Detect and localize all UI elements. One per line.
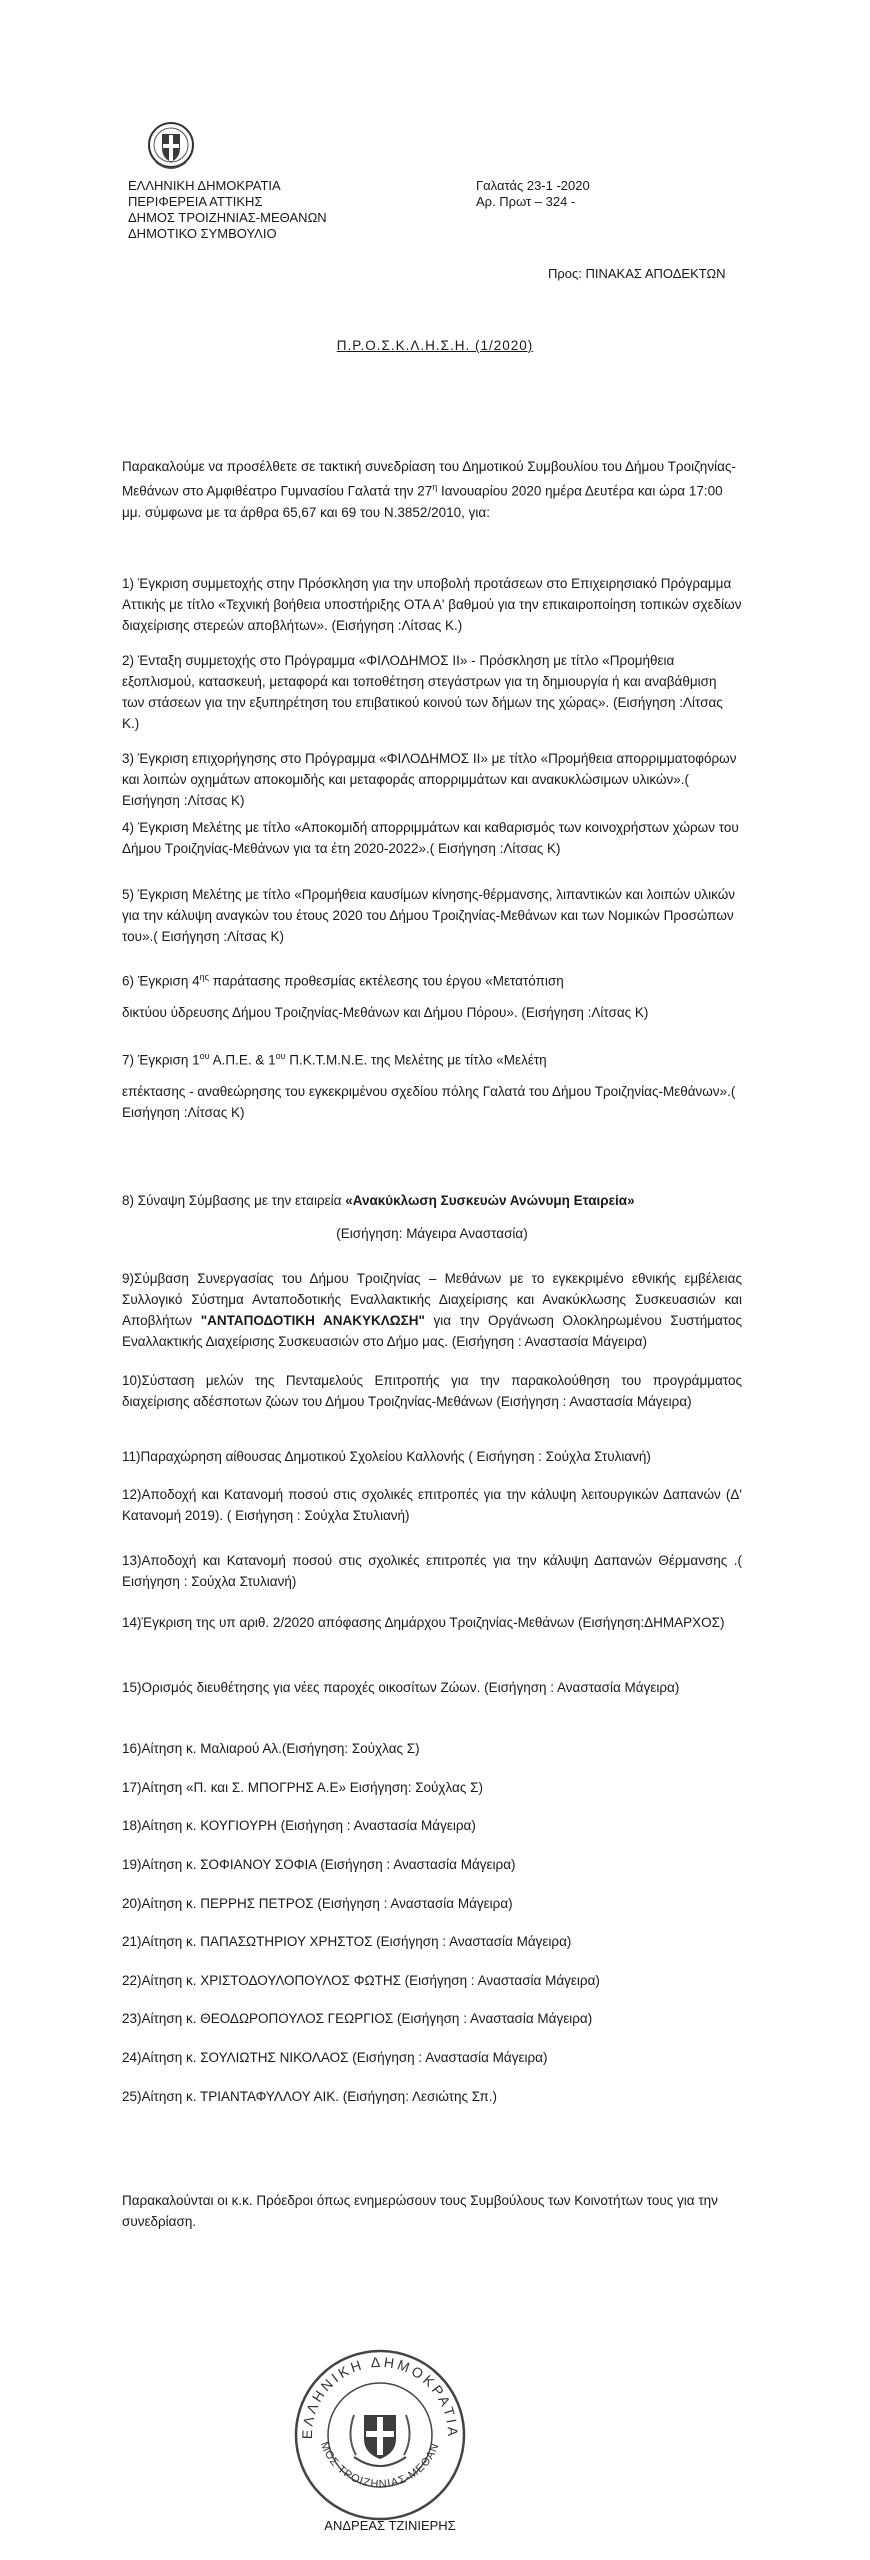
agenda-item-5: 5) Έγκριση Μελέτης με τίτλο «Προμήθεια καυσίμων κίνησης-θέρμανσης, λιπαντικών και λοιπών υλικών για την κάλυψη αναγκών του έτους 2020 του Δήμου Τροιζηνίας-Μεθάνων και των Νομικών Προσώπων του».( Εισήγηση :Λίτσας Κ): [122, 887, 735, 944]
agenda-item-7-line-2: επέκτασης - αναθεώρησης του εγκεκριμένου σχεδίου πόλης Γαλατά του Δήμου Τροιζηνίας-Μεθάνων».( Εισήγηση :Λίτσας Κ): [122, 1083, 736, 1120]
closing-paragraph: Παρακαλούνται οι κ.κ. Πρόεδροι όπως ενημερώσουν τους Συμβούλους των Κοινοτήτων τους για την συνεδρίαση.: [122, 2193, 718, 2229]
agenda-item-8-speaker: (Εισήγηση: Μάγειρα Αναστασία): [336, 1226, 528, 1241]
recipients-line: Προς: ΠΙΝΑΚΑΣ ΑΠΟΔΕΚΤΩΝ: [548, 266, 726, 281]
agenda-item-7: [122, 1046, 742, 1123]
issuer-line: ΔΗΜΟΣ ΤΡΟΙΖΗΝΙΑΣ-ΜΕΘΑΝΩΝ: [128, 210, 327, 225]
document-title: Π.Ρ.Ο.Σ.Κ.Λ.Η.Σ.Η. (1/2020): [336, 338, 534, 353]
agenda-item-6-line-2: δικτύου ύδρευσης Δήμου Τροιζηνίας-Μεθάνων και Δήμου Πόρου». (Εισήγηση :Λίτσας Κ): [122, 1004, 649, 1020]
intro-paragraph: Παρακαλούμε να προσέλθετε σε τακτική συνεδρίαση του Δημοτικού Συμβουλίου του Δήμου Τροιζηνίας-Μεθάνων στο Αμφιθέατρο Γυμνασίου Γαλατά την $27^\eta$ Ιανουαρίου 2020 ημέρα Δευτέρα και ώρα 17:00 μμ. σύμφωνα με τα άρθρα 65,67 και 69 του Ν.3852/2010, για:: [122, 459, 736, 520]
agenda-item-24: 24)Αίτηση κ. ΣΟΥΛΙΩΤΗΣ ΝΙΚΟΛΑΟΣ (Εισήγηση : Αναστασία Μάγειρα): [122, 2050, 548, 2065]
agenda-item-9: [122, 1268, 742, 1352]
seal-ring-bottom: ΜΟΣ ΤΡΟΙΖΗΝΙΑΣ-ΜΕΘΑΝ: [317, 2440, 442, 2491]
seal-emblem-icon: [350, 2415, 409, 2466]
agenda-item-14: 14)Έγκριση της υπ αριθ. 2/2020 απόφασης Δημάρχου Τροιζηνίας-Μεθάνων (Εισήγηση:ΔΗΜΑΡΧΟΣ): [122, 1615, 725, 1630]
agenda-item-3: 3) Έγκριση επιχορήγησης στο Πρόγραμμα «ΦΙΛΟΔΗΜΟΣ ΙΙ» με τίτλο «Προμήθεια απορριμματοφόρων και λοιπών οχημάτων αποκομιδής και μεταφοράς απορριμμάτων και ανακυκλώσιμων υλικών».( Εισήγηση :Λίτσας Κ): [122, 751, 737, 808]
greek-emblem-icon: [146, 118, 196, 176]
agenda-item-16: 16)Αίτηση κ. Μαλιαρού Αλ.(Εισήγηση: Σούχλας Σ): [122, 1741, 420, 1756]
date-protocol-block: [476, 178, 590, 210]
seal-ring-top: ΕΛΛΗΝΙΚΗ ΔΗΜΟΚΡΑΤΙΑ: [298, 2353, 462, 2440]
date-line: Γαλατάς 23-1 -2020: [476, 178, 590, 193]
signer-name: ΑΝΔΡΕΑΣ ΤΖΙΝΙΕΡΗΣ: [324, 2518, 456, 2533]
agenda-item-9-prefix: 9)Σύμβαση Συνεργασίας του Δήμου Τροιζηνίας – Μεθάνων με το εγκεκριμένο εθνικής εμβέλειας Συλλογικό Σύστημα Ανταποδοτικής Εναλλακτικής Διαχείρισης και Ανακύκλωσης Συσκευασιών και Αποβλήτων: [122, 1271, 742, 1328]
agenda-item-10: 10)Σύσταση μελών της Πενταμελούς Επιτροπής για την παρακολούθηση του προγράμματος διαχείρισης αδέσποτων ζώων του Δήμου Τροιζηνίας-Μεθάνων (Εισήγηση : Αναστασία Μάγειρα): [122, 1373, 742, 1409]
scheme-name: "ΑΝΤΑΠΟΔΟΤΙΚΗ ΑΝΑΚΥΚΛΩΣΗ": [200, 1313, 425, 1328]
agenda-item-20: 20)Αίτηση κ. ΠΕΡΡΗΣ ΠΕΤΡΟΣ (Εισήγηση : Αναστασία Μάγειρα): [122, 1896, 513, 1911]
agenda-item-4: 4) Έγκριση Μελέτης με τίτλο «Αποκομιδή απορριμμάτων και καθαρισμός των κοινοχρήστων χώρων του Δήμου Τροιζηνίας-Μεθάνων για τα έτη 2020-2022».( Εισήγηση :Λίτσας Κ): [122, 820, 739, 856]
agenda-item-25: 25)Αίτηση κ. ΤΡΙΑΝΤΑΦΥΛΛΟΥ ΑΙΚ. (Εισήγηση: Λεσιώτης Σπ.): [122, 2089, 498, 2104]
agenda-item-15: 15)Ορισμός διευθέτησης για νέες παροχές οικοσίτων Ζώων. (Εισήγηση : Αναστασία Μάγειρα): [122, 1680, 680, 1695]
agenda-item-8: [122, 1190, 742, 1244]
agenda-item-2: 2) Ένταξη συμμετοχής στο Πρόγραμμα «ΦΙΛΟΔΗΜΟΣ ΙΙ» - Πρόσκληση με τίτλο «Προμήθεια εξοπλισμού, κατασκευή, μεταφορά και τοποθέτηση στεγάστρων για τη δημιουργία ή και αναβάθμιση των στάσεων για την εξυπηρέτηση του επιβατικού κοινού των δήμων της χώρας». (Εισήγηση :Λίτσας Κ.): [122, 653, 723, 731]
agenda-item-12: 12)Αποδοχή και Κατανομή ποσού στις σχολικές επιτροπές για την κάλυψη λειτουργικών Δαπανών (Δ' Κατανομή 2019). ( Εισήγηση : Σούχλα Στυλιανή): [122, 1487, 742, 1523]
issuer-line: ΕΛΛΗΝΙΚΗ ΔΗΜΟΚΡΑΤΙΑ: [128, 178, 281, 193]
agenda-item-18: 18)Αίτηση κ. ΚΟΥΓΙΟΥΡΗ (Εισήγηση : Αναστασία Μάγειρα): [122, 1818, 476, 1833]
issuer-line: ΔΗΜΟΤΙΚΟ ΣΥΜΒΟΥΛΙΟ: [128, 226, 277, 241]
agenda-item-11: 11)Παραχώρηση αίθουσας Δημοτικού Σχολείου Καλλονής ( Εισήγηση : Σούχλα Στυλιανή): [122, 1449, 651, 1464]
company-name: «Ανακύκλωση Συσκευών Ανώνυμη Εταιρεία»: [345, 1193, 635, 1208]
agenda-item-6-line-1: 6) Έγκριση $4^{\eta\varsigma}$ παράτασης προθεσμίας εκτέλεσης του έργου «Μετατόπιση: [122, 972, 564, 989]
agenda-item-7-line-1: 7) Έγκριση $1^{o\upsilon}$ Α.Π.Ε. & $1^{o\upsilon}$ Π.Κ.Τ.Μ.Ν.Ε. της Μελέτης με τίτλο «Μελέτη: [122, 1051, 547, 1068]
agenda-item-1: 1) Έγκριση συμμετοχής στην Πρόσκληση για την υποβολή προτάσεων στο Επιχειρησιακό Πρόγραμμα Αττικής με τίτλο «Τεχνική βοήθεια υποστήριξης ΟΤΑ Α' βαθμού για την επικαιροποίηση τοπικών σχεδίων διαχείρισης στερεών αποβλήτων». (Εισήγηση :Λίτσας Κ.): [122, 576, 742, 633]
agenda-item-13: 13)Αποδοχή και Κατανομή ποσού στις σχολικές επιτροπές για την κάλυψη Δαπανών Θέρμανσης .( Εισήγηση : Σούχλα Στυλιανή): [122, 1553, 742, 1589]
issuer-line: ΠΕΡΙΦΕΡΕΙΑ ΑΤΤΙΚΗΣ: [128, 194, 263, 209]
official-seal: [290, 2345, 470, 2525]
issuer-block: [128, 178, 327, 242]
agenda-item-23: 23)Αίτηση κ. ΘΕΟΔΩΡΟΠΟΥΛΟΣ ΓΕΩΡΓΙΟΣ (Εισήγηση : Αναστασία Μάγειρα): [122, 2011, 593, 2026]
agenda-item-19: 19)Αίτηση κ. ΣΟΦΙΑΝΟΥ ΣΟΦΙΑ (Εισήγηση : Αναστασία Μάγειρα): [122, 1857, 516, 1872]
agenda-item-8-line-1: [122, 1190, 742, 1211]
agenda-item-9-suffix: για την Οργάνωση Ολοκληρωμένου Συστήματος Εναλλακτικής Διαχείρισης Συσκευασιών στο Δήμο μας. (Εισήγηση : Αναστασία Μάγειρα): [122, 1313, 743, 1349]
agenda-item-6: [122, 967, 742, 1023]
agenda-item-22: 22)Αίτηση κ. ΧΡΙΣΤΟΔΟΥΛΟΠΟΥΛΟΣ ΦΩΤΗΣ (Εισήγηση : Αναστασία Μάγειρα): [122, 1973, 600, 1988]
agenda-item-17: 17)Αίτηση «Π. και Σ. ΜΠΟΓΡΗΣ Α.Ε» Εισήγηση: Σούχλας Σ): [122, 1780, 483, 1795]
agenda-item-8-prefix: 8) Σύναψη Σύμβασης με την εταιρεία: [122, 1193, 346, 1208]
agenda-item-21: 21)Αίτηση κ. ΠΑΠΑΣΩΤΗΡΙΟΥ ΧΡΗΣΤΟΣ (Εισήγηση : Αναστασία Μάγειρα): [122, 1934, 572, 1949]
protocol-line: Αρ. Πρωτ – 324 -: [476, 194, 576, 209]
